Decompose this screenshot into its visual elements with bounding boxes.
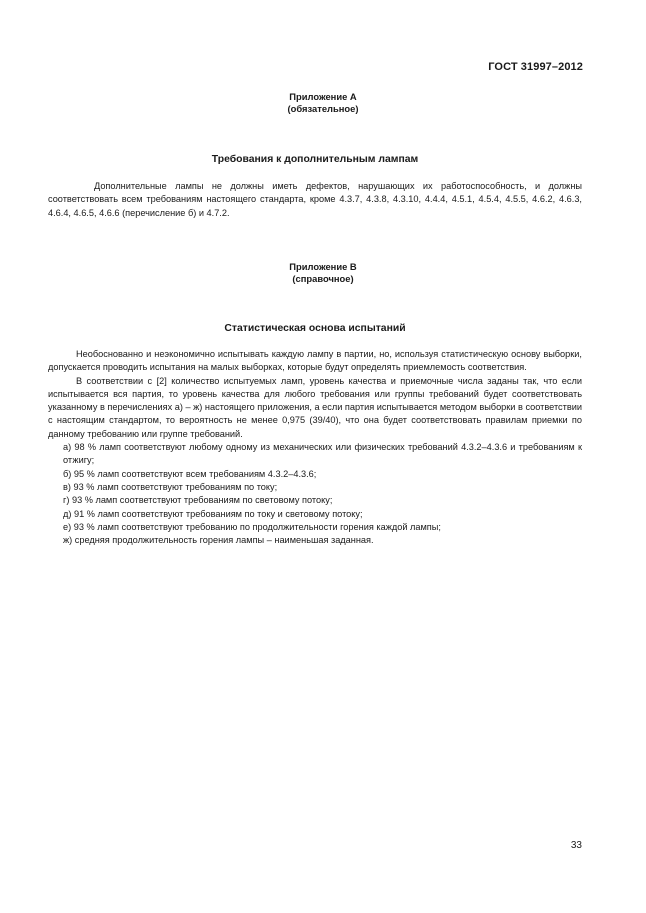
annex-b-status: (справочное): [292, 273, 354, 284]
annex-b-header: [0, 261, 646, 285]
annex-a-title: Приложение А: [289, 91, 357, 102]
list-item: ж) средняя продолжительность горения лампы – наименьшая заданная.: [63, 535, 374, 546]
requirements-list: [48, 441, 582, 547]
annex-a-paragraph: Дополнительные лампы не должны иметь дефектов, нарушающих их работоспособность, и должны соответствовать всем требованиям настоящего стандарта, кроме 4.3.7, 4.3.8, 4.3.10, 4.4.4, 4.5.1, 4.5.4, 4.5.5, 4.6.2, 4.6.3, 4.6.4, 4.6.5, 4.6.6 (перечисление б) и 4.7.2.: [48, 181, 582, 218]
list-item: г) 93 % ламп соответствуют требованиям по световому потоку;: [63, 495, 333, 506]
annex-b-paragraph: Необоснованно и неэкономично испытывать каждую лампу в партии, но, используя статистическую основу выборки, допускается проводить испытания на малых выборках, которые будут определять приемлемость соответствия.: [48, 349, 582, 373]
page-number: 33: [570, 840, 582, 851]
annex-a-status: (обязательное): [287, 103, 359, 114]
annex-b-heading: Статистическая основа испытаний: [224, 323, 406, 334]
document-code: ГОСТ 31997–2012: [488, 61, 583, 73]
annex-a-header: [0, 91, 646, 115]
annex-a-heading: Требования к дополнительным лампам: [211, 154, 419, 165]
list-item: в) 93 % ламп соответствуют требованиям по току;: [63, 481, 278, 492]
annex-b-body: [48, 348, 582, 547]
list-item: е) 93 % ламп соответствуют требованию по продолжительности горения каждой лампы;: [63, 521, 441, 532]
list-item: д) 91 % ламп соответствуют требованиям по току и световому потоку;: [63, 508, 363, 519]
list-item: а) 98 % ламп соответствуют любому одному из механических или физических требований 4.3.2–4.3.6 и требованиям к отжигу;: [63, 442, 582, 466]
annex-b-title: Приложение В: [289, 261, 357, 272]
annex-b-paragraph: В соответствии с [2] количество испытуемых ламп, уровень качества и приемочные числа заданы так, что если испытывается вся партия, то уровень качества для любого требования или группы требований будет соответствовать указанному в перечислениях а) – ж) настоящего приложения, а если партия испытывается методом выборки в соответствии с настоящим стандартом, то вероятность не менее 0,975 (39/40), что она будет соответствовать правилам приемки по данному требованию или группе требований.: [48, 375, 582, 439]
list-item: б) 95 % ламп соответствуют всем требованиям 4.3.2–4.3.6;: [63, 468, 317, 479]
annex-a-body: [48, 180, 582, 220]
